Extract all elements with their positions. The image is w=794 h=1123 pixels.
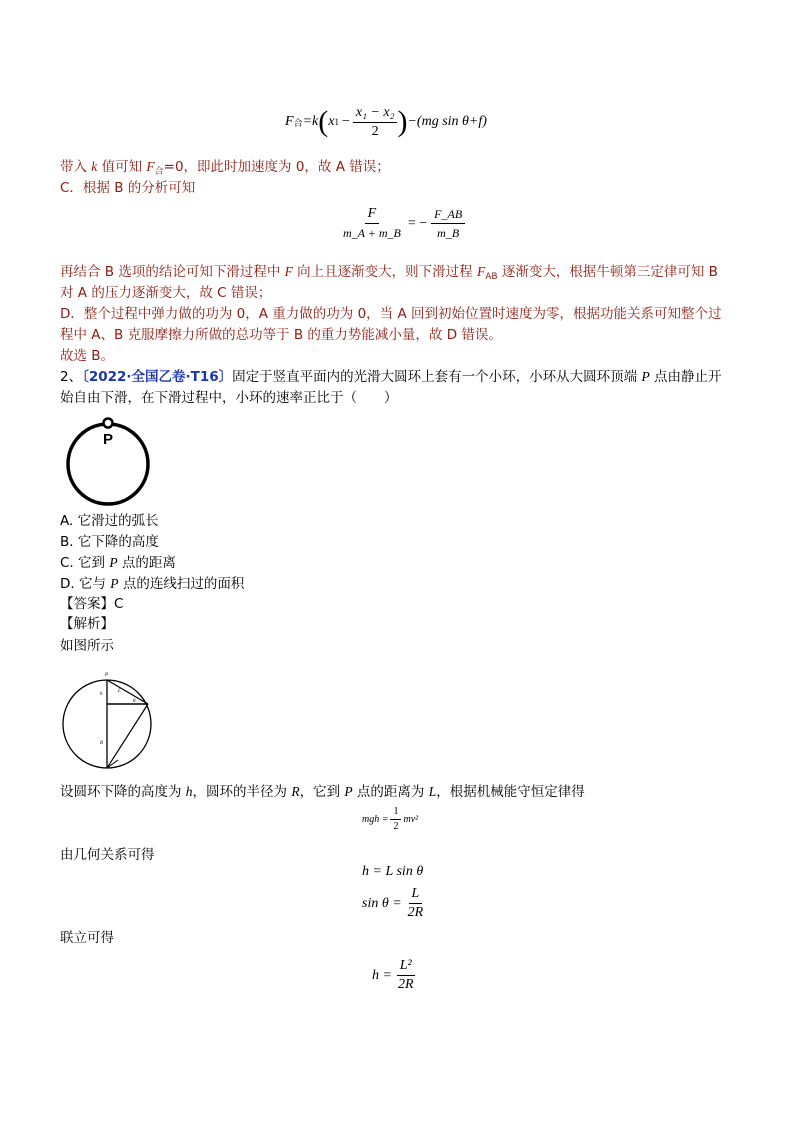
eq3-fraction (390, 806, 401, 833)
line3-FAB-sub: AB (485, 272, 498, 282)
as-shown-text: 如图所示 (60, 638, 114, 654)
eq3-num: 1 (390, 806, 401, 820)
small-ring (104, 419, 113, 428)
equation-sin-theta (362, 886, 426, 921)
setup-b: ，圆环的半径为 (192, 784, 292, 800)
figure-geometry (60, 668, 156, 772)
line1-b: 值可知 (97, 159, 147, 175)
option-c-P: P (109, 555, 118, 570)
line3-a: 再结合 B 选项的结论可知下滑过程中 (60, 264, 285, 280)
fig2-label-P: P (105, 673, 109, 678)
option-c-text-a: 它到 (78, 555, 110, 571)
q2-text-a: 固定于竖直平面内的光滑大圆环上套有一个小环，小环从大圆环顶端 (232, 369, 642, 385)
eq6-fraction (395, 958, 417, 993)
line3-c: 逐渐变大，根据牛顿第三定律可知 B (497, 264, 718, 280)
eq6-den: 2R (397, 977, 414, 992)
line3-b: 向上且逐渐变大，则下滑过程 (292, 264, 477, 280)
eq2-right-num: F_AB (431, 206, 465, 224)
setup-e: ，根据机械能守恒定律得 (436, 784, 585, 800)
fig2-label-L: L (118, 689, 121, 694)
eq2-right-fraction (431, 206, 465, 241)
q2-P: P (641, 369, 650, 384)
option-c-text-b: 点的距离 (117, 555, 176, 571)
line-option-c-analysis: C．根据 B 的分析可知 (60, 180, 196, 196)
option-c (60, 553, 176, 573)
geometry-relation-line: 由几何关系可得 (60, 847, 155, 863)
eq1-minus: − (341, 114, 350, 129)
setup-L: L (428, 784, 437, 799)
eq1-paren-close: ) (397, 105, 408, 138)
eq1-rest: −(mg sin θ+f) (407, 114, 487, 129)
eq2-left-num: F (365, 206, 380, 224)
eq1-k: =k (302, 114, 319, 129)
eq2-left-den: m_A + m_B (343, 226, 401, 240)
setup-P: P (344, 784, 353, 799)
eq6-lhs: h = (372, 967, 392, 983)
eq5-lhs: sin θ = (362, 895, 402, 911)
setup-d: 点的距离为 (352, 784, 429, 800)
eq1-fraction (353, 105, 398, 140)
q2-text-b: 点由静止开 (649, 369, 722, 385)
equation-result (372, 958, 417, 993)
line1-F: F (146, 159, 155, 174)
question-2-line2: 始自由下滑，在下滑过程中，小环的速率正比于（ ） (60, 390, 398, 406)
setup-a: 设圆环下降的高度为 (60, 784, 186, 800)
eq2-right-den: m_B (437, 226, 460, 240)
setup-R: R (291, 784, 300, 799)
option-b-label: B. (60, 534, 74, 550)
eq6-num: L² (397, 958, 415, 976)
line-choose-b: 故选 B。 (60, 348, 115, 364)
eq2-equals: = − (407, 215, 428, 231)
answer: 【答案】C (60, 596, 124, 612)
eq3-lhs: mgh = (362, 814, 389, 825)
setup-c: ，它到 (299, 784, 345, 800)
eq1-paren-open: ( (318, 105, 329, 138)
eq5-num: L (409, 886, 423, 904)
eq3-rhs: mv² (403, 814, 419, 825)
equation-ratio (340, 206, 465, 241)
line3-FAB: F (476, 264, 486, 279)
option-d (60, 574, 244, 594)
option-d-P: P (110, 576, 119, 591)
analysis-heading: 【解析】 (60, 616, 114, 632)
eq1-x1-sub: 1 (334, 117, 339, 127)
eq3-den: 2 (393, 821, 399, 832)
chord-L (107, 680, 148, 704)
eq1-F: F (285, 114, 294, 129)
eq1-frac-num: x₁ − x₂ (353, 105, 398, 123)
line1-c: =0，即此时加速度为 0，故 A 错误； (163, 159, 390, 175)
equation-energy (362, 806, 418, 833)
option-c-label: C. (60, 555, 74, 571)
figure1-label-P: P (102, 431, 114, 448)
eq1-x1: x (328, 114, 335, 129)
eq2-left-fraction (340, 206, 404, 241)
setup-h: h (185, 784, 193, 799)
option-b (60, 532, 159, 552)
line-option-d-analysis: D．整个过程中弹力做的功为 0，A 重力做的功为 0，当 A 回到初始位置时速度为零，根据功能关系可知整个过 (60, 306, 722, 322)
option-b-text: 它下降的高度 (77, 534, 159, 550)
line-c-wrong: 对 A 的压力逐渐变大，故 C 错误； (60, 285, 272, 301)
eq1-frac-den: 2 (371, 123, 379, 139)
line-d-wrong: 程中 A、B 克服摩擦力所做的总功等于 B 的重力势能减小量，故 D 错误。 (60, 327, 502, 343)
question-2 (60, 367, 722, 387)
q2-number: 2、 (60, 369, 83, 385)
option-d-label: D. (60, 576, 75, 592)
chord-bottom (107, 704, 148, 768)
fig2-label-theta: θ (133, 699, 136, 704)
eq5-fraction (405, 886, 427, 921)
eq1-F-sub: 合 (293, 117, 303, 128)
option-a-label: A. (60, 513, 74, 529)
equation-net-force (285, 102, 487, 142)
option-a-text: 它滑过的弧长 (77, 513, 159, 529)
fig2-label-R: R (100, 741, 104, 746)
figure-ring (62, 414, 154, 506)
line1-k: k (91, 159, 98, 174)
option-d-text-a: 它与 (78, 576, 111, 592)
line1-F-sub: 合 (154, 167, 164, 177)
setup-line (60, 782, 585, 802)
option-a (60, 511, 159, 531)
option-d-text-b: 点的连线扫过的面积 (118, 576, 245, 592)
fig2-label-h: h (100, 692, 103, 697)
line3-F: F (284, 264, 293, 279)
eq5-den: 2R (407, 905, 424, 920)
q2-source-tag: 〔2022·全国乙卷·T16〕 (82, 369, 233, 385)
equation-h-lsin: h = L sin θ (362, 864, 424, 879)
combine-line: 联立可得 (60, 930, 114, 946)
line1-a: 带入 (60, 159, 92, 175)
